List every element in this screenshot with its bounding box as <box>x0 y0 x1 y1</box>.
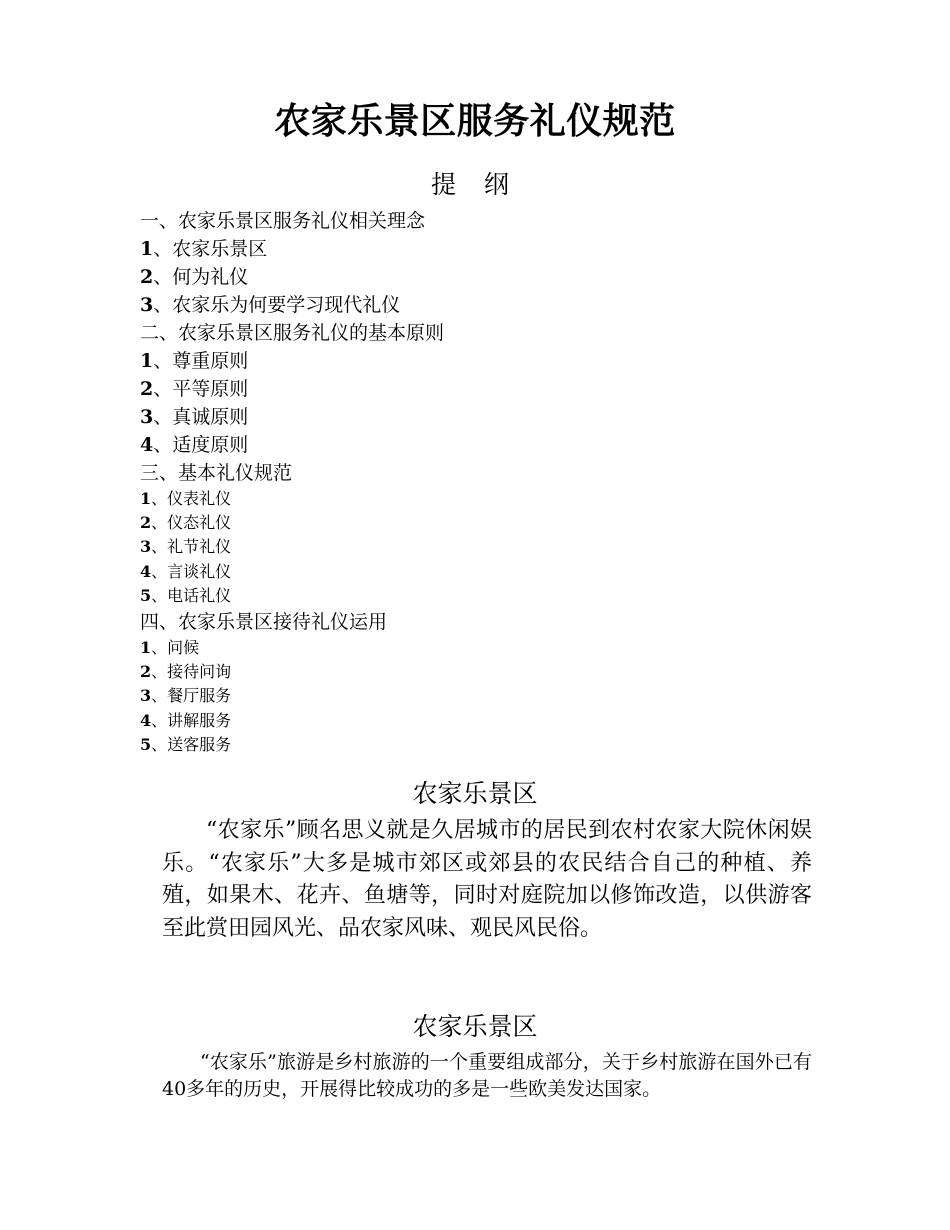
outline-heading: 提 纲 <box>431 170 519 199</box>
outline-item-number: 4 <box>140 710 152 730</box>
outline-item-text: 、讲解服务 <box>151 710 232 730</box>
outline-item-text: 、仪表礼仪 <box>151 489 232 508</box>
outline-sub-item <box>140 375 840 403</box>
outline-item-number: 4 <box>140 561 152 581</box>
outline-item-text: 、农家乐景区 <box>153 238 268 260</box>
outline-item-number: 2 <box>140 266 154 288</box>
outline-item-text: 、真诚原则 <box>153 406 249 428</box>
outline-item-text: 、适度原则 <box>153 434 249 456</box>
outline-item-number: 3 <box>140 686 152 706</box>
outline-section-item <box>140 207 840 235</box>
outline-sub-item <box>140 584 840 608</box>
outline-section-item <box>140 459 840 487</box>
outline-sub-item <box>140 291 840 319</box>
outline-section-item <box>140 608 840 636</box>
document-title: 农家乐景区服务礼仪规范 <box>274 101 676 142</box>
outline-item-number: 3 <box>140 406 154 428</box>
outline-item-number: 2 <box>140 662 152 682</box>
section-paragraph: “农家乐”旅游是乡村旅游的一个重要组成部分，关于乡村旅游在国外已有40多年的历史，开展得比较成功的多是一些欧美发达国家。 <box>162 1051 812 1100</box>
outline-sub-item <box>140 660 840 684</box>
outline-item-text: 、礼节礼仪 <box>151 537 232 557</box>
outline-item-text: 、接待问询 <box>151 662 232 682</box>
outline-list <box>140 207 840 757</box>
outline-item-number: 5 <box>140 734 152 754</box>
outline-item-number: 1 <box>140 238 154 260</box>
outline-sub-item <box>140 263 840 291</box>
outline-sub-item <box>140 487 840 511</box>
outline-item-number: 2 <box>140 513 152 533</box>
outline-item-text: 、电话礼仪 <box>151 585 232 605</box>
outline-item-text: 、尊重原则 <box>153 350 249 372</box>
outline-item-text: 三、基本礼仪规范 <box>140 462 293 484</box>
outline-sub-item <box>140 636 840 660</box>
outline-sub-item <box>140 684 840 708</box>
outline-item-text: 、何为礼仪 <box>153 266 249 288</box>
outline-item-text: 二、农家乐景区服务礼仪的基本原则 <box>140 322 445 344</box>
outline-item-text: 、餐厅服务 <box>151 686 232 706</box>
outline-item-text: 、问候 <box>151 637 200 657</box>
outline-item-number: 1 <box>140 637 152 657</box>
outline-sub-item <box>140 431 840 459</box>
outline-item-number: 4 <box>140 434 154 456</box>
outline-item-number: 3 <box>140 294 154 316</box>
outline-item-number: 1 <box>140 350 154 372</box>
outline-item-text: 、农家乐为何要学习现代礼仪 <box>153 294 401 316</box>
outline-item-text: 四、农家乐景区接待礼仪运用 <box>140 610 388 633</box>
outline-sub-item <box>140 511 840 535</box>
outline-item-text: 一、农家乐景区服务礼仪相关理念 <box>140 210 426 232</box>
outline-item-text: 、言谈礼仪 <box>151 561 232 581</box>
section-paragraph: “农家乐”顾名思义就是久居城市的居民到农村农家大院休闲娱乐。“农家乐”大多是城市郊区或郊县的农民结合自己的种植、养殖，如果木、花卉、鱼塘等，同时对庭院加以修饰改造，以供游客至此赏田园风光、品农家风味、观民风民俗。 <box>162 818 812 941</box>
outline-section-item <box>140 319 840 347</box>
outline-item-number: 3 <box>140 537 152 557</box>
outline-sub-item <box>140 709 840 733</box>
outline-item-text: 、送客服务 <box>151 734 232 754</box>
outline-item-number: 5 <box>140 585 152 605</box>
outline-sub-item <box>140 535 840 559</box>
outline-sub-item <box>140 560 840 584</box>
outline-item-text: 、仪态礼仪 <box>151 513 232 533</box>
outline-sub-item <box>140 235 840 263</box>
outline-sub-item <box>140 733 840 757</box>
outline-sub-item <box>140 403 840 431</box>
section-heading: 农家乐景区 <box>412 1012 538 1041</box>
section-heading: 农家乐景区 <box>412 779 538 808</box>
outline-item-number: 1 <box>140 489 152 508</box>
outline-item-text: 、平等原则 <box>153 378 249 400</box>
outline-sub-item <box>140 347 840 375</box>
outline-item-number: 2 <box>140 378 154 400</box>
